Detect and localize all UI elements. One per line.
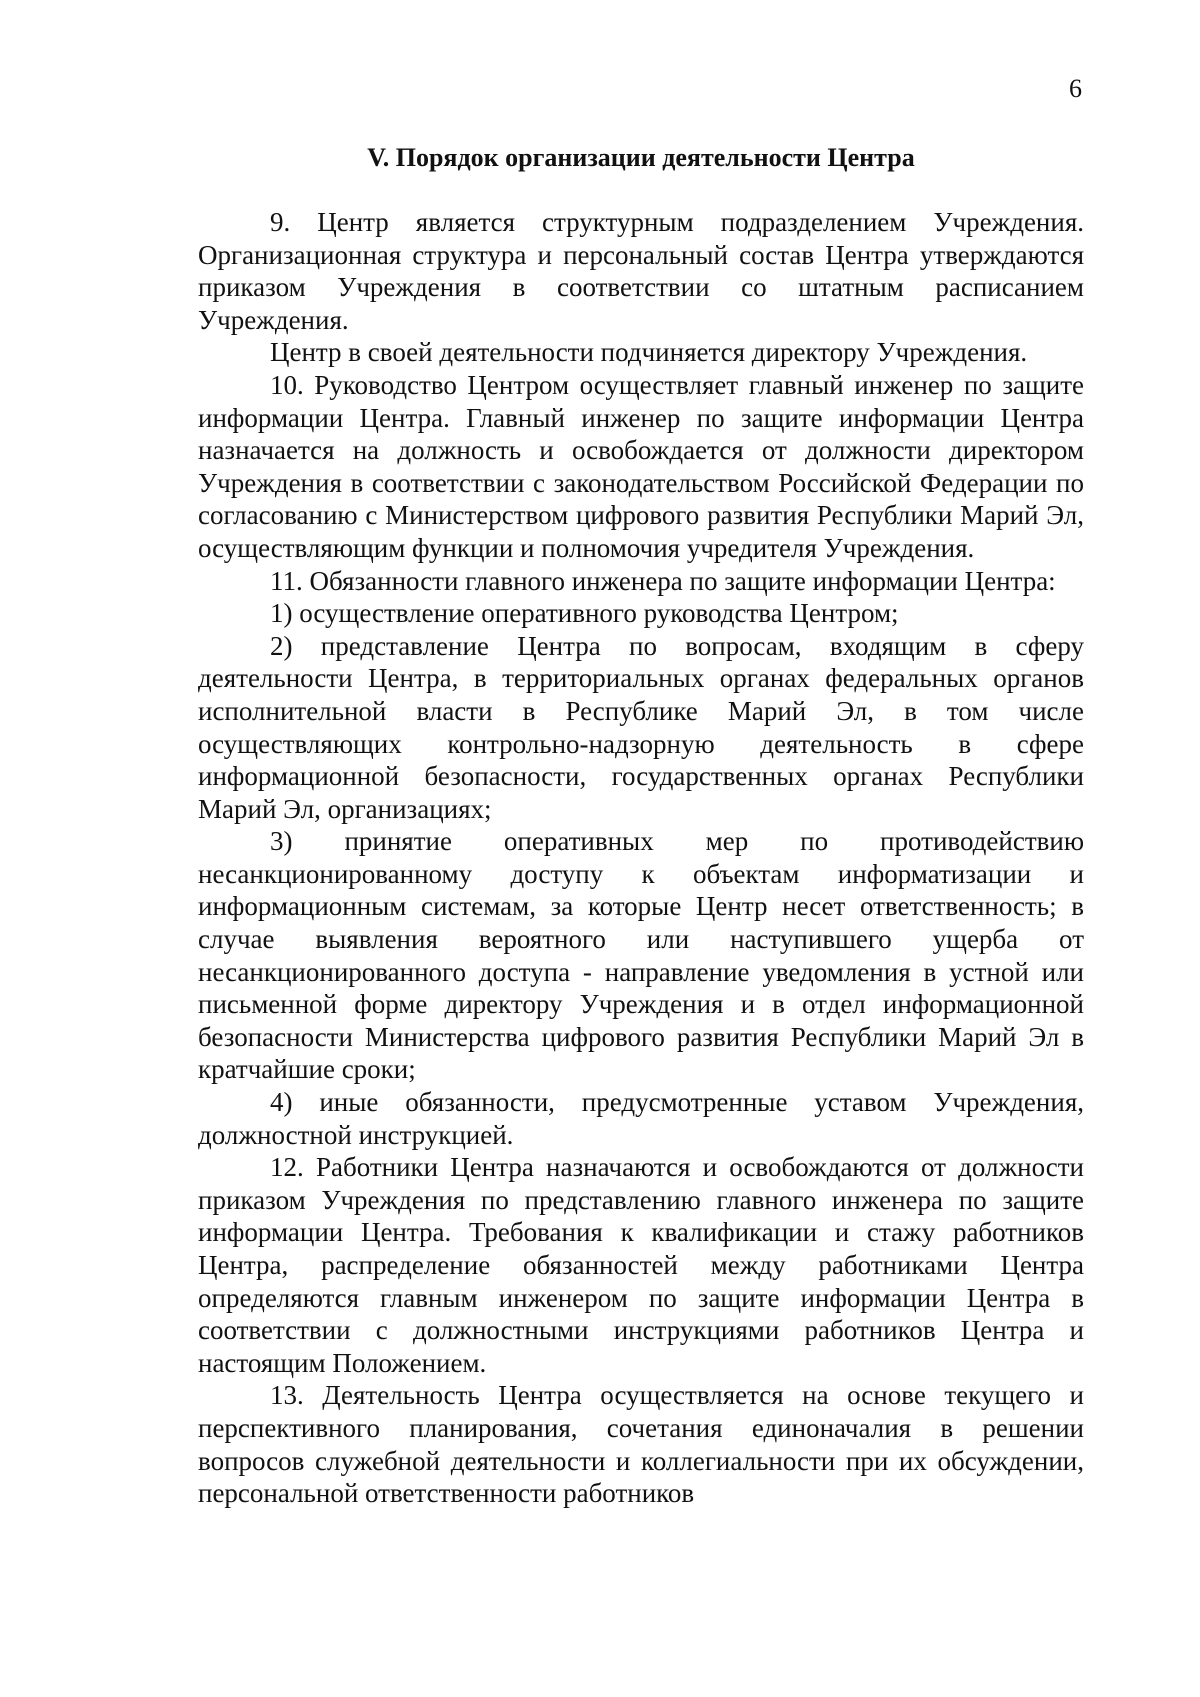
paragraph-13: 13. Деятельность Центра осуществляется на основе текущего и перспективного планирования, сочетания единоначалия в решении вопросов служебной деятельности и коллегиальности при их обсуждении, персональной ответственности работников: [198, 1380, 1084, 1509]
page-number: 6: [1069, 74, 1082, 103]
paragraph-11-item-2: 2) представление Центра по вопросам, входящим в сферу деятельности Центра, в территориальных органах федеральных органов исполнительной власти в Республике Марий Эл, в том числе осуществляющих контрольно-надзорную деятельность в сфере информационной безопасности, государственных органах Республики Марий Эл, организациях;: [198, 630, 1084, 824]
paragraph-12: 12. Работники Центра назначаются и освобождаются от должности приказом Учреждения по представлению главного инженера по защите информации Центра. Требования к квалификации и стажу работников Центра, распределение обязанностей между работниками Центра определяются главным инженером по защите информации Центра в соответствии с должностными инструкциями работников Центра и настоящим Положением.: [198, 1152, 1084, 1378]
paragraph-9: 9. Центр является структурным подразделением Учреждения. Организационная структура и персональный состав Центра утверждаются приказом Учреждения в соответствии со штатным расписанием Учреждения.: [198, 207, 1084, 335]
document-body: [198, 206, 1084, 1510]
paragraph-9-subordination: Центр в своей деятельности подчиняется директору Учреждения.: [270, 337, 1028, 368]
paragraph-11-item-1: 1) осуществление оперативного руководства Центром;: [270, 598, 899, 629]
paragraph-11-item-4: 4) иные обязанности, предусмотренные уставом Учреждения, должностной инструкцией.: [198, 1087, 1084, 1150]
paragraph-11: 11. Обязанности главного инженера по защите информации Центра:: [270, 565, 1056, 596]
section-title: V. Порядок организации деятельности Центра: [367, 143, 915, 172]
paragraph-10: 10. Руководство Центром осуществляет главный инженер по защите информации Центра. Главный инженер по защите информации Центра назначается на должность и освобождается от должности директором Учреждения в соответствии с законодательством Российской Федерации по согласованию с Министерством цифрового развития Республики Марий Эл, осуществляющим функции и полномочия учредителя Учреждения.: [198, 369, 1084, 563]
paragraph-11-item-3: 3) принятие оперативных мер по противодействию несанкционированному доступу к объектам информатизации и информационным системам, за которые Центр несет ответственность; в случае выявления вероятного или наступившего ущерба от несанкционированного доступа - направление уведомления в устной или письменной форме директору Учреждения и в отдел информационной безопасности Министерства цифрового развития Республики Марий Эл в кратчайшие сроки;: [198, 826, 1084, 1085]
